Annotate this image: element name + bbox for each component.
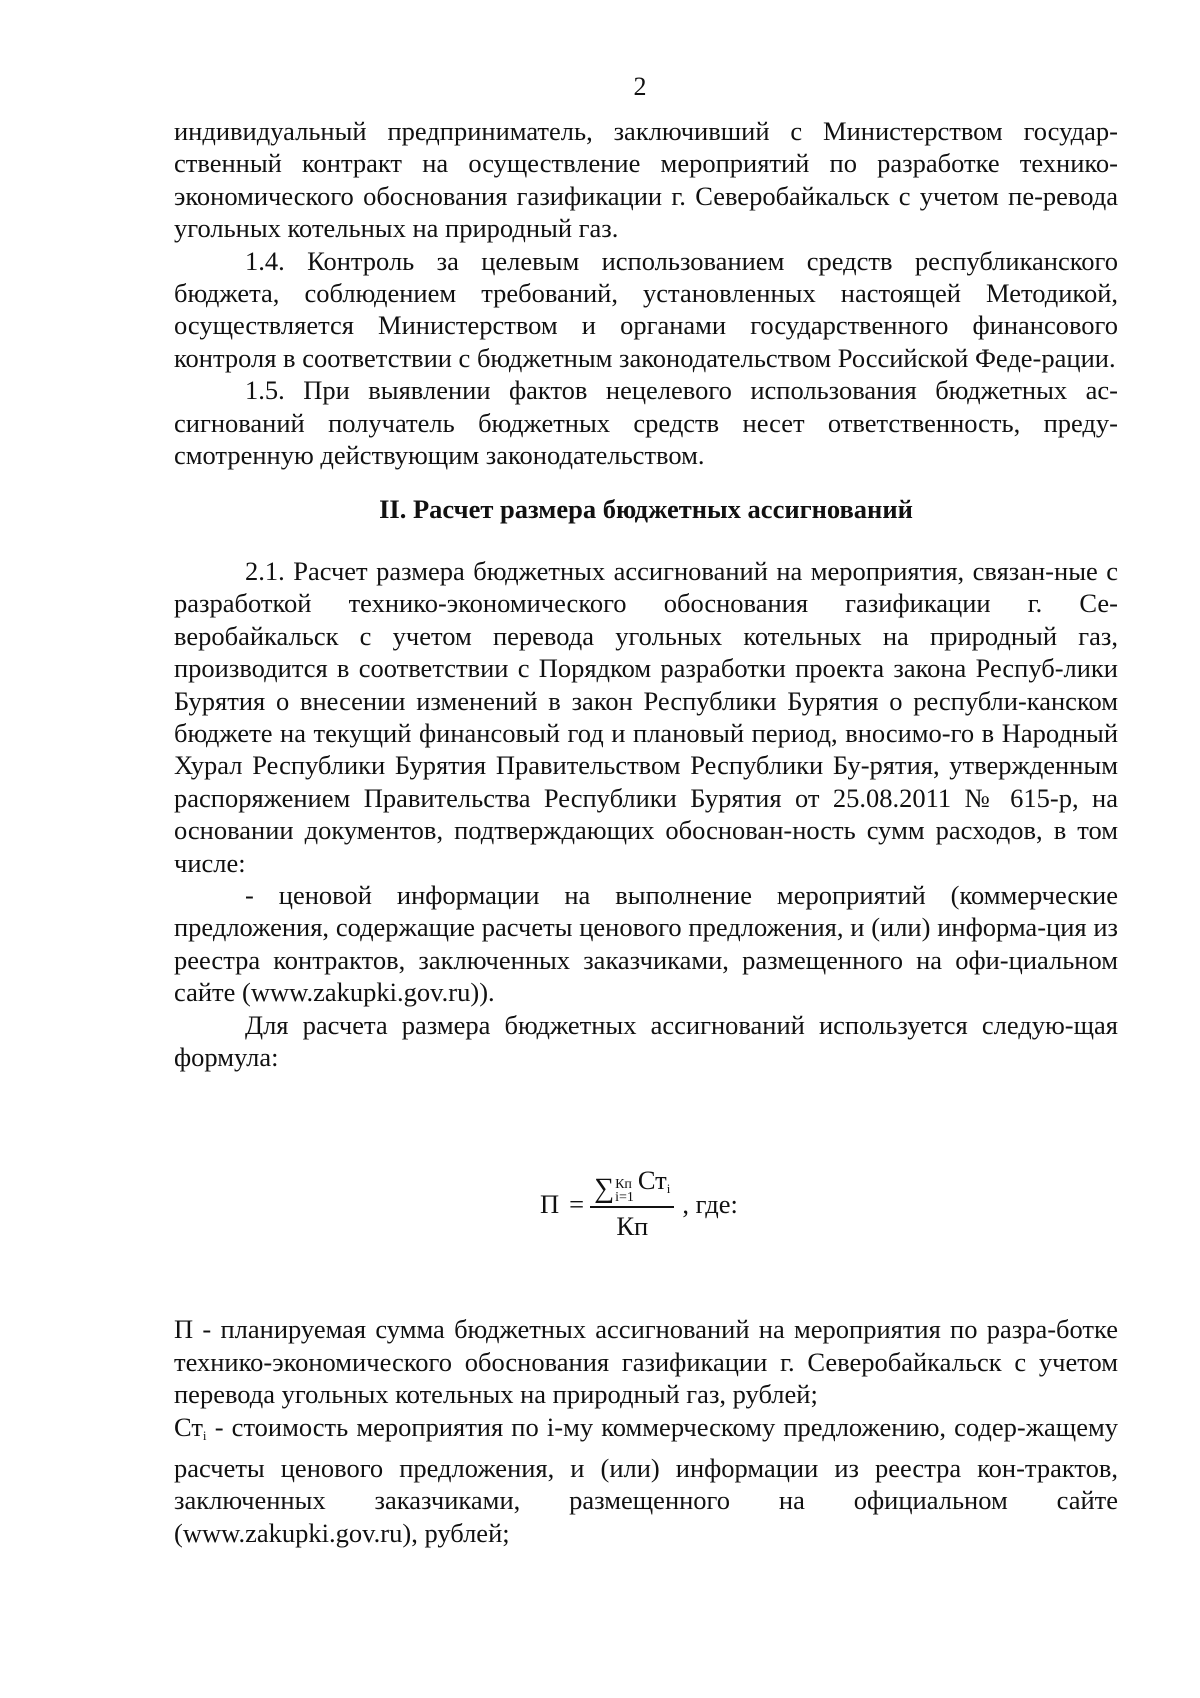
formula-equals: = [569, 1188, 585, 1219]
formula [540, 1165, 738, 1242]
definition-st-index: i [202, 1427, 207, 1443]
sum-symbol: ∑ [594, 1173, 615, 1205]
formula-block [174, 1073, 1118, 1313]
paragraph-1-4-control: 1.4. Контроль за целевым использованием средств республиканского бюджета, соблюдением требований, установленных настоящей Методикой, осуществляется Министерством и органами государственного финансового контроля в соответствии с бюджетным законодательством Российской Феде-рации. [174, 245, 1118, 373]
paragraph-2-1-calculation: 2.1. Расчет размера бюджетных ассигнований на мероприятия, связан-ные с разработкой технико-экономического обоснования газификации г. Се-веробайкальск с учетом перевода угольных котельных на природный газ, производится в соответствии с Порядком разработки проекта закона Респуб-лики Бурятия о внесении изменений в закон Республики Бурятия о республи-канском бюджете на текущий финансовый год и плановый период, вносимо-го в Народный Хурал Республики Бурятия Правительством Республики Бу-рятия, утвержденным распоряжением Правительства Республики Бурятия от 25.08.2011 № 615-р, на основании документов, подтверждающих обоснован-ность сумм расходов, в том числе: [174, 555, 1118, 878]
formula-numerator [590, 1165, 674, 1206]
sum-upper-limit: Кп [615, 1177, 632, 1193]
document-body [174, 115, 1118, 1549]
page-number: 2 [633, 72, 647, 101]
term-symbol: Ст [637, 1165, 667, 1196]
section-heading: II. Расчет размера бюджетных ассигнований [379, 494, 913, 525]
formula-denominator: Кп [616, 1211, 649, 1242]
paragraph-formula-intro: Для расчета размера бюджетных ассигнований используется следую-щая формула: [174, 1009, 1118, 1072]
definition-st [174, 1411, 1118, 1550]
sum-limits [615, 1178, 634, 1204]
formula-term [638, 1165, 671, 1204]
definition-p: П - планируемая сумма бюджетных ассигнований на мероприятия по разра-ботке технико-экономического обоснования газификации г. Северобайкальск с учетом перевода угольных котельных на природный газ, рублей; [174, 1314, 1118, 1410]
definition-st-symbol: Ст [174, 1411, 203, 1442]
formula-lhs: П [540, 1188, 560, 1219]
definition-st-text: - стоимость мероприятия по i-му коммерческому предложению, содер-жащему расчеты ценового предложения, и (или) информации из реестра кон-трактов, заключенных заказчиками, размещенного на официальном сайте (www.zakupki.gov.ru), рублей; [174, 1411, 1118, 1548]
paragraph-price-information: - ценовой информации на выполнение мероприятий (коммерческие предложения, содержащие расчеты ценового предложения, и (или) информа-ция из реестра контрактов, заключенных заказчиками, размещенного на офи-циальном сайте (www.zakupki.gov.ru)). [174, 879, 1118, 1008]
formula-fraction [590, 1165, 674, 1242]
paragraph-1-5-misuse: 1.5. При выявлении фактов нецелевого использования бюджетных ас-сигнований получатель бюджетных средств несет ответственность, преду-смотренную действующим законодательством. [174, 375, 1118, 471]
sum-lower-limit: i=1 [615, 1190, 634, 1206]
formula-tail: , где: [682, 1188, 738, 1219]
term-index: i [666, 1181, 671, 1197]
paragraph-contractor: индивидуальный предприниматель, заключивший с Министерством государ-ственный контракт на осуществление мероприятий по разработке технико-экономического обоснования газификации г. Северобайкальск с учетом пе-ревода угольных котельных на природный газ. [174, 116, 1118, 244]
